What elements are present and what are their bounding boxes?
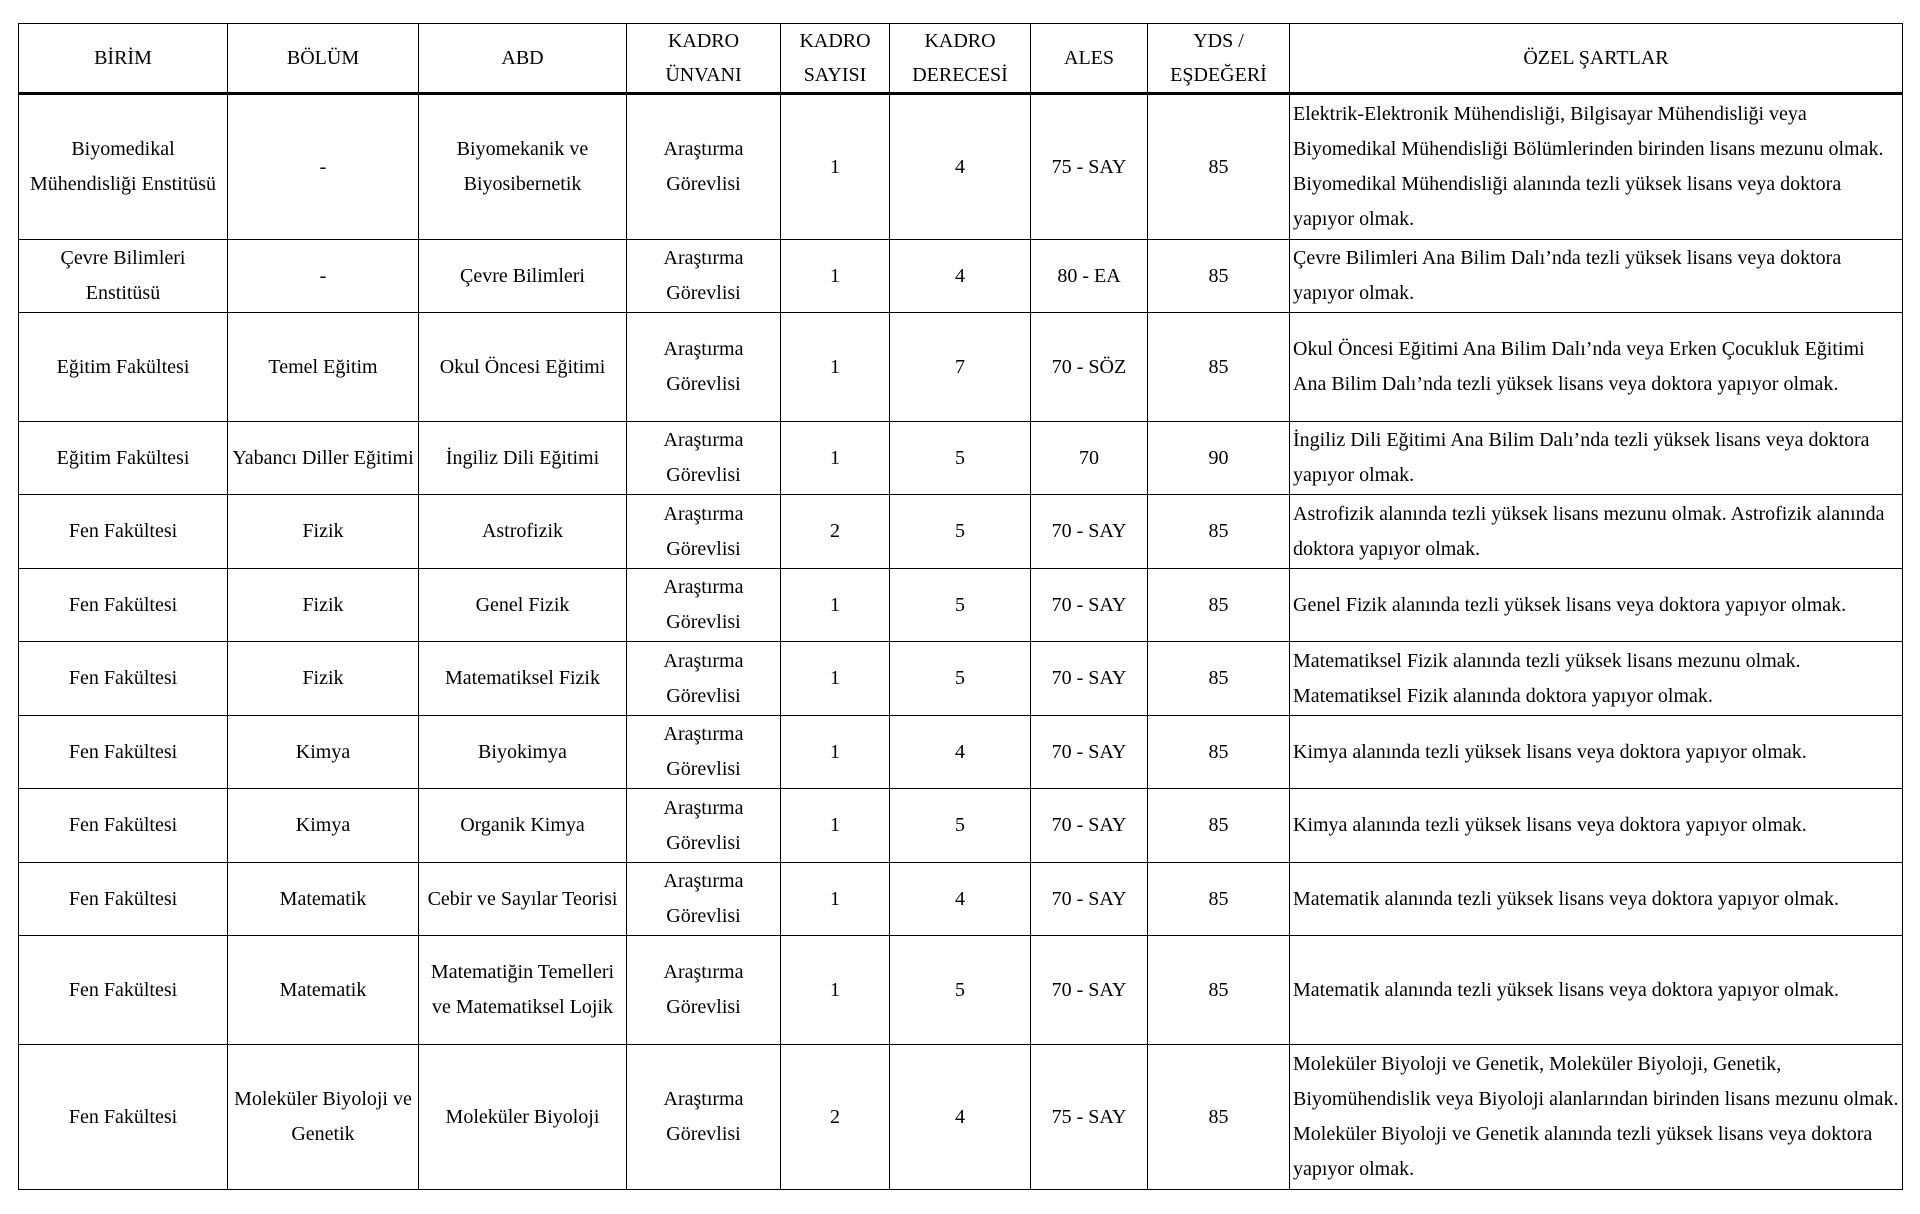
cell-kadro-sayisi: 1	[781, 863, 890, 936]
table-row	[19, 1045, 1903, 1190]
table-row	[19, 569, 1903, 642]
cell-yds: 85	[1148, 495, 1290, 569]
cell-yds: 85	[1148, 1045, 1290, 1190]
cell-bolum: Kimya	[228, 716, 419, 789]
cell-abd: Genel Fizik	[419, 569, 627, 642]
cell-birim: Fen Fakültesi	[19, 863, 228, 936]
cell-kadro-sayisi: 1	[781, 422, 890, 495]
cell-kadro-derecesi: 4	[890, 716, 1031, 789]
cell-kadro-derecesi: 5	[890, 936, 1031, 1045]
column-header-ozel-sartlar: ÖZEL ŞARTLAR	[1290, 24, 1903, 94]
cell-ales: 75 - SAY	[1031, 1045, 1148, 1190]
cell-ales: 70 - SÖZ	[1031, 313, 1148, 422]
cell-kadro-derecesi: 5	[890, 422, 1031, 495]
cell-ales: 70 - SAY	[1031, 642, 1148, 716]
cell-kadro-unvani: Araştırma Görevlisi	[627, 495, 781, 569]
cell-kadro-derecesi: 4	[890, 863, 1031, 936]
table-row	[19, 313, 1903, 422]
cell-birim: Fen Fakültesi	[19, 936, 228, 1045]
cell-kadro-unvani: Araştırma Görevlisi	[627, 716, 781, 789]
table-body	[19, 94, 1903, 1190]
column-header-ales: ALES	[1031, 24, 1148, 94]
table-row	[19, 495, 1903, 569]
cell-kadro-sayisi: 1	[781, 94, 890, 240]
cell-bolum: Temel Eğitim	[228, 313, 419, 422]
header-row	[19, 24, 1903, 94]
cell-bolum: -	[228, 240, 419, 313]
cell-ozel-sartlar: Astrofizik alanında tezli yüksek lisans mezunu olmak. Astrofizik alanında doktora yapıyor olmak.	[1290, 495, 1903, 569]
cell-kadro-sayisi: 1	[781, 936, 890, 1045]
cell-yds: 85	[1148, 716, 1290, 789]
cell-abd: Okul Öncesi Eğitimi	[419, 313, 627, 422]
cell-yds: 85	[1148, 642, 1290, 716]
cell-yds: 85	[1148, 789, 1290, 863]
cell-ozel-sartlar: Elektrik-Elektronik Mühendisliği, Bilgisayar Mühendisliği veya Biyomedikal Mühendisliği Bölümlerinden birinden lisans mezunu olmak. Biyomedikal Mühendisliği alanında tezli yüksek lisans veya doktora yapıyor olmak.	[1290, 94, 1903, 240]
cell-kadro-sayisi: 1	[781, 716, 890, 789]
table-row	[19, 863, 1903, 936]
cell-kadro-unvani: Araştırma Görevlisi	[627, 1045, 781, 1190]
cell-abd: Çevre Bilimleri	[419, 240, 627, 313]
cell-kadro-sayisi: 2	[781, 1045, 890, 1190]
table-row	[19, 936, 1903, 1045]
table-row	[19, 716, 1903, 789]
cell-ales: 75 - SAY	[1031, 94, 1148, 240]
cell-kadro-unvani: Araştırma Görevlisi	[627, 422, 781, 495]
cell-kadro-derecesi: 4	[890, 94, 1031, 240]
cell-birim: Fen Fakültesi	[19, 716, 228, 789]
positions-table	[18, 23, 1903, 1190]
cell-kadro-sayisi: 1	[781, 240, 890, 313]
cell-kadro-unvani: Araştırma Görevlisi	[627, 240, 781, 313]
cell-kadro-unvani: Araştırma Görevlisi	[627, 642, 781, 716]
cell-bolum: Moleküler Biyoloji ve Genetik	[228, 1045, 419, 1190]
cell-kadro-derecesi: 7	[890, 313, 1031, 422]
table-row	[19, 789, 1903, 863]
column-header-kadro-derecesi: KADRO DERECESİ	[890, 24, 1031, 94]
cell-yds: 85	[1148, 863, 1290, 936]
cell-kadro-derecesi: 5	[890, 789, 1031, 863]
cell-birim: Fen Fakültesi	[19, 789, 228, 863]
cell-ozel-sartlar: Matematik alanında tezli yüksek lisans veya doktora yapıyor olmak.	[1290, 936, 1903, 1045]
cell-ozel-sartlar: Okul Öncesi Eğitimi Ana Bilim Dalı’nda veya Erken Çocukluk Eğitimi Ana Bilim Dalı’nda tezli yüksek lisans veya doktora yapıyor olmak.	[1290, 313, 1903, 422]
cell-ales: 70 - SAY	[1031, 569, 1148, 642]
cell-abd: Matematiğin Temelleri ve Matematiksel Lojik	[419, 936, 627, 1045]
cell-yds: 90	[1148, 422, 1290, 495]
table-row	[19, 642, 1903, 716]
cell-bolum: Kimya	[228, 789, 419, 863]
cell-abd: Matematiksel Fizik	[419, 642, 627, 716]
column-header-bolum: BÖLÜM	[228, 24, 419, 94]
cell-yds: 85	[1148, 94, 1290, 240]
cell-ozel-sartlar: Genel Fizik alanında tezli yüksek lisans veya doktora yapıyor olmak.	[1290, 569, 1903, 642]
cell-ozel-sartlar: Matematik alanında tezli yüksek lisans veya doktora yapıyor olmak.	[1290, 863, 1903, 936]
cell-yds: 85	[1148, 569, 1290, 642]
column-header-abd: ABD	[419, 24, 627, 94]
cell-yds: 85	[1148, 240, 1290, 313]
cell-bolum: Matematik	[228, 936, 419, 1045]
cell-bolum: Fizik	[228, 642, 419, 716]
cell-kadro-unvani: Araştırma Görevlisi	[627, 569, 781, 642]
cell-abd: Biyomekanik ve Biyosibernetik	[419, 94, 627, 240]
cell-kadro-derecesi: 5	[890, 642, 1031, 716]
cell-birim: Biyomedikal Mühendisliği Enstitüsü	[19, 94, 228, 240]
cell-ozel-sartlar: Moleküler Biyoloji ve Genetik, Moleküler Biyoloji, Genetik, Biyomühendislik veya Biyoloji alanlarından birinden lisans mezunu olmak. Moleküler Biyoloji ve Genetik alanında tezli yüksek lisans veya doktora yapıyor olmak.	[1290, 1045, 1903, 1190]
cell-kadro-derecesi: 4	[890, 1045, 1031, 1190]
cell-ozel-sartlar: Matematiksel Fizik alanında tezli yüksek lisans mezunu olmak. Matematiksel Fizik alanında doktora yapıyor olmak.	[1290, 642, 1903, 716]
cell-kadro-sayisi: 2	[781, 495, 890, 569]
cell-abd: Cebir ve Sayılar Teorisi	[419, 863, 627, 936]
cell-kadro-sayisi: 1	[781, 789, 890, 863]
cell-ales: 70	[1031, 422, 1148, 495]
column-header-birim: BİRİM	[19, 24, 228, 94]
column-header-kadro-sayisi: KADRO SAYISI	[781, 24, 890, 94]
cell-kadro-derecesi: 5	[890, 495, 1031, 569]
cell-birim: Çevre Bilimleri Enstitüsü	[19, 240, 228, 313]
cell-birim: Fen Fakültesi	[19, 642, 228, 716]
cell-abd: İngiliz Dili Eğitimi	[419, 422, 627, 495]
cell-kadro-unvani: Araştırma Görevlisi	[627, 789, 781, 863]
cell-kadro-unvani: Araştırma Görevlisi	[627, 313, 781, 422]
cell-birim: Fen Fakültesi	[19, 495, 228, 569]
cell-bolum: Fizik	[228, 569, 419, 642]
cell-kadro-derecesi: 5	[890, 569, 1031, 642]
cell-abd: Moleküler Biyoloji	[419, 1045, 627, 1190]
cell-kadro-unvani: Araştırma Görevlisi	[627, 863, 781, 936]
cell-ozel-sartlar: Kimya alanında tezli yüksek lisans veya doktora yapıyor olmak.	[1290, 716, 1903, 789]
cell-bolum: Matematik	[228, 863, 419, 936]
cell-kadro-sayisi: 1	[781, 569, 890, 642]
cell-bolum: Yabancı Diller Eğitimi	[228, 422, 419, 495]
cell-birim: Fen Fakültesi	[19, 569, 228, 642]
cell-birim: Eğitim Fakültesi	[19, 422, 228, 495]
cell-abd: Biyokimya	[419, 716, 627, 789]
cell-yds: 85	[1148, 936, 1290, 1045]
cell-kadro-sayisi: 1	[781, 642, 890, 716]
cell-bolum: Fizik	[228, 495, 419, 569]
cell-abd: Astrofizik	[419, 495, 627, 569]
table-row	[19, 94, 1903, 240]
cell-ales: 70 - SAY	[1031, 716, 1148, 789]
cell-ales: 70 - SAY	[1031, 495, 1148, 569]
cell-ales: 70 - SAY	[1031, 789, 1148, 863]
cell-bolum: -	[228, 94, 419, 240]
cell-birim: Fen Fakültesi	[19, 1045, 228, 1190]
cell-abd: Organik Kimya	[419, 789, 627, 863]
cell-kadro-unvani: Araştırma Görevlisi	[627, 94, 781, 240]
cell-yds: 85	[1148, 313, 1290, 422]
cell-ozel-sartlar: İngiliz Dili Eğitimi Ana Bilim Dalı’nda tezli yüksek lisans veya doktora yapıyor olmak.	[1290, 422, 1903, 495]
column-header-kadro-unvani: KADRO ÜNVANI	[627, 24, 781, 94]
cell-kadro-derecesi: 4	[890, 240, 1031, 313]
column-header-yds: YDS / EŞDEĞERİ	[1148, 24, 1290, 94]
table-row	[19, 422, 1903, 495]
cell-ales: 80 - EA	[1031, 240, 1148, 313]
cell-ales: 70 - SAY	[1031, 936, 1148, 1045]
cell-kadro-unvani: Araştırma Görevlisi	[627, 936, 781, 1045]
cell-ozel-sartlar: Çevre Bilimleri Ana Bilim Dalı’nda tezli yüksek lisans veya doktora yapıyor olmak.	[1290, 240, 1903, 313]
cell-kadro-sayisi: 1	[781, 313, 890, 422]
cell-ozel-sartlar: Kimya alanında tezli yüksek lisans veya doktora yapıyor olmak.	[1290, 789, 1903, 863]
cell-birim: Eğitim Fakültesi	[19, 313, 228, 422]
cell-ales: 70 - SAY	[1031, 863, 1148, 936]
table-row	[19, 240, 1903, 313]
